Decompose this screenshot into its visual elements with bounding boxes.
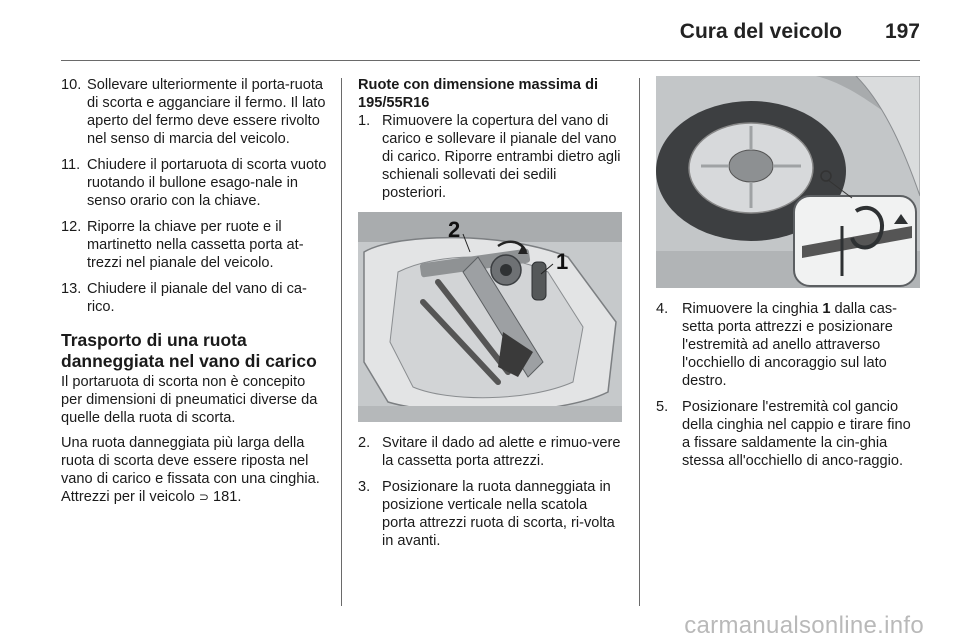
step-text: Riporre la chiave per ruote e il martinetto nella cassetta porta at-trezzi nel pianale del veicolo. <box>87 219 304 271</box>
paragraph-text: Una ruota danneggiata più larga della ruota di scorta deve essere riposta nel vano di carico e fissata con una cinghia. Attrezzi per il veicolo <box>61 435 320 505</box>
figure-callout-2: 2 <box>448 217 461 242</box>
list-item <box>656 398 922 470</box>
step-text: Rimuovere la copertura del vano di carico e sollevare il pianale del vano di carico. Riporre entrambi dietro agli schienali sollevati dei sedili posteriori. <box>382 113 621 201</box>
list-item <box>61 280 327 316</box>
list-item <box>358 434 624 470</box>
step-text: Svitare il dado ad alette e rimuo-vere la cassetta porta attrezzi. <box>382 435 621 469</box>
steps-list-1 <box>358 112 624 202</box>
column-left <box>61 76 327 513</box>
sub-heading: Ruote con dimensione massima di 195/55R16 <box>358 77 599 111</box>
header-rule <box>61 60 920 61</box>
watermark: carmanualsonline.info <box>684 612 924 639</box>
steps-list-10-13 <box>61 76 327 316</box>
page-reference-icon: ⊃ <box>198 490 209 504</box>
step-number: 2. <box>358 435 371 451</box>
strap-illustration <box>656 76 920 288</box>
step-number: 11. <box>61 157 81 173</box>
list-item <box>61 76 327 148</box>
step-number: 1. <box>358 113 371 129</box>
step-text: Chiudere il pianale del vano di ca-rico. <box>87 281 307 315</box>
page-number: 197 <box>884 20 920 43</box>
steps-list-2-3 <box>358 434 624 550</box>
step-text: Chiudere il portaruota di scorta vuoto ruotando il bullone esago-nale in senso orario con la chiave. <box>87 157 327 209</box>
section-heading: Trasporto di una ruota danneggiata nel vano di carico <box>61 330 317 371</box>
toolbox-figure <box>358 212 624 422</box>
list-item <box>61 156 327 210</box>
step-text <box>682 300 922 390</box>
step-number: 4. <box>656 301 669 317</box>
step-text-part: dalla cas-setta porta attrezzi e posizionare l'estremità ad anello attraverso l'occhiello di ancoraggio sul lato destro. <box>682 301 897 389</box>
column-divider-right <box>639 78 640 606</box>
step-number: 5. <box>656 399 669 415</box>
step-number: 13. <box>61 281 82 297</box>
page-header-title: Cura del veicolo <box>679 20 842 43</box>
step-number: 10. <box>61 77 82 93</box>
paragraph <box>61 434 327 506</box>
toolbox-illustration <box>358 212 622 422</box>
list-item <box>358 478 624 550</box>
figure-callout-1: 1 <box>556 249 569 274</box>
column-middle <box>358 76 624 558</box>
step-number: 3. <box>358 479 371 495</box>
list-item <box>61 218 327 272</box>
step-text: Posizionare l'estremità col gancio della cinghia nel cappio e tirare fino a fissare saldamente la cin-ghia stessa all'occhiello di anco-raggio. <box>682 399 911 469</box>
strap-figure <box>656 76 922 288</box>
page-reference-link[interactable]: 181. <box>213 489 242 505</box>
bold-reference: 1 <box>822 301 831 317</box>
step-number: 12. <box>61 219 82 235</box>
column-right <box>656 76 922 478</box>
step-text-part: Rimuovere la cinghia <box>682 301 819 317</box>
paragraph: Il portaruota di scorta non è concepito per dimensioni di pneumatici diverse da quelle della ruota di scorta. <box>61 374 318 426</box>
list-item <box>358 112 624 202</box>
column-divider-left <box>341 78 342 606</box>
step-text: Sollevare ulteriormente il porta-ruota di scorta e agganciare il fermo. Il lato aperto del fermo deve essere rivolto nel senso di marcia del veicolo. <box>87 77 326 147</box>
steps-list-4-5 <box>656 300 922 470</box>
list-item <box>656 300 922 390</box>
step-text: Posizionare la ruota danneggiata in posizione verticale nella scatola porta attrezzi ruota di scorta, ri-volta in avanti. <box>382 479 615 549</box>
